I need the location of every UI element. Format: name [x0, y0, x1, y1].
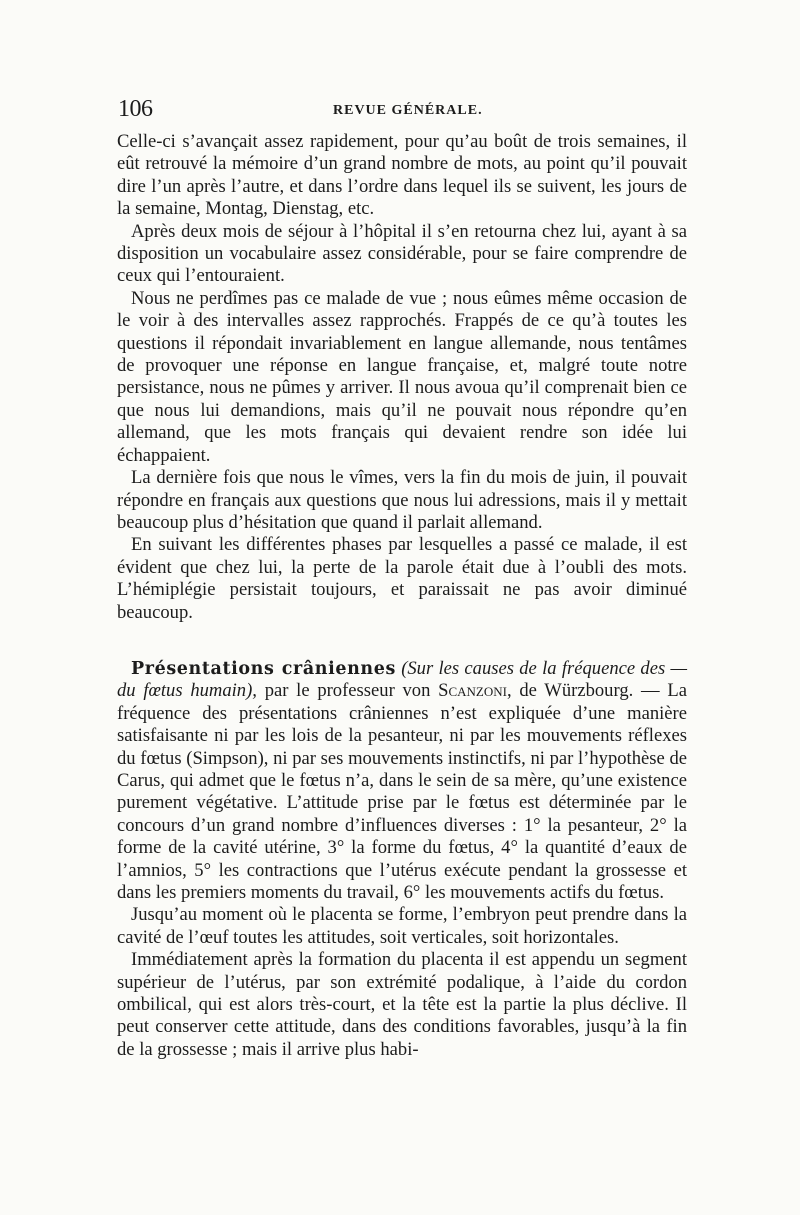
author-name: Scanzoni: [438, 680, 507, 702]
section-title: Présentations crâniennes: [131, 658, 396, 679]
section-paragraph-3: Immédiatement après la formation du placenta il est appendu un segment supérieur de l’utérus, par son extrémité podalique, à l’aide du cordon ombilical, qui est alors très-court, et la tête est la partie la plus déclive. Il peut conserver cette attitude, dans des conditions favorables, jusqu’à la fin de la grossesse ; mais il arrive plus habi-: [117, 949, 687, 1060]
paragraph-1: Celle-ci s’avançait assez rapidement, pour qu’au boût de trois semaines, il eût retrouvé la mémoire d’un grand nombre de mots, au point qu’il pouvait dire l’un après l’autre, et dans l’ordre dans lequel ils se suivent, les jours de la semaine, Montag, Dienstag, etc.: [117, 131, 687, 220]
page-number: 106: [118, 96, 153, 122]
section-first-paragraph: [117, 658, 687, 904]
author-lead: par le professeur von: [264, 680, 431, 702]
paragraph-4: La dernière fois que nous le vîmes, vers la fin du mois de juin, il pouvait répondre en français aux questions que nous lui adressions, mais il y mettait beaucoup plus d’hésitation que quand il parlait allemand.: [117, 467, 687, 533]
page-header: [118, 96, 688, 126]
section-gap: [117, 624, 687, 658]
paragraph-2: Après deux mois de séjour à l’hôpital il s’en retourna chez lui, ayant à sa disposition un vocabulaire assez considérable, pour se faire comprendre de ceux qui l’entouraient.: [117, 220, 687, 287]
section-paragraph-2: Jusqu’au moment où le placenta se forme, l’embryon peut prendre dans la cavité de l’œuf toutes les attitudes, soit verticales, soit horizontales.: [117, 904, 687, 948]
body-text: [117, 131, 687, 1061]
section-subtitle: (Sur les causes de la fréquence des — du fœtus humain),: [117, 657, 687, 702]
paragraph-5: En suivant les différentes phases par lesquelles a passé ce malade, il est évident que chez lui, la perte de la parole était due à l’oubli des mots. L’hémiplégie persistait toujours, et paraissait ne pas avoir diminué beaucoup.: [117, 534, 687, 623]
author-place: , de Würzbourg.: [506, 680, 634, 702]
running-title: REVUE GÉNÉRALE.: [333, 103, 483, 118]
paragraph-3: Nous ne perdîmes pas ce malade de vue ; nous eûmes même occasion de le voir à des intervalles assez rapprochés. Frappés de ce qu’à toutes les questions il répondait invariablement en langue allemande, nous tentâmes de provoquer une réponse en langue française, et, malgré toute notre persistance, nous ne pûmes y arriver. Il nous avoua qu’il comprenait bien ce que nous lui demandions, mais qu’il ne pouvait nous répondre qu’en allemand, que les mots français qui devaient rendre son idée lui échappaient.: [117, 287, 687, 466]
section-first-paragraph-rest: — La fréquence des présentations crâniennes n’est expliquée d’une manière satisfaisante ni par les lois de la pesanteur, ni par les mouvements réflexes du fœtus (Simpson), ni par ses mouvements instinctifs, ni par l’hypothèse de Carus, qui admet que le fœtus n’a, dans le sein de sa mère, qu’une existence purement végétative. L’attitude prise par le fœtus est déterminée par le concours d’un grand nombre d’influences diverses : 1° la pesanteur, 2° la forme de la cavité utérine, 3° la forme du fœtus, 4° la quantité d’eaux de l’amnios, 5° les contractions que l’utérus exécute pendant la grossesse et dans les premiers moments du travail, 6° les mouvements actifs du fœtus.: [117, 680, 687, 903]
